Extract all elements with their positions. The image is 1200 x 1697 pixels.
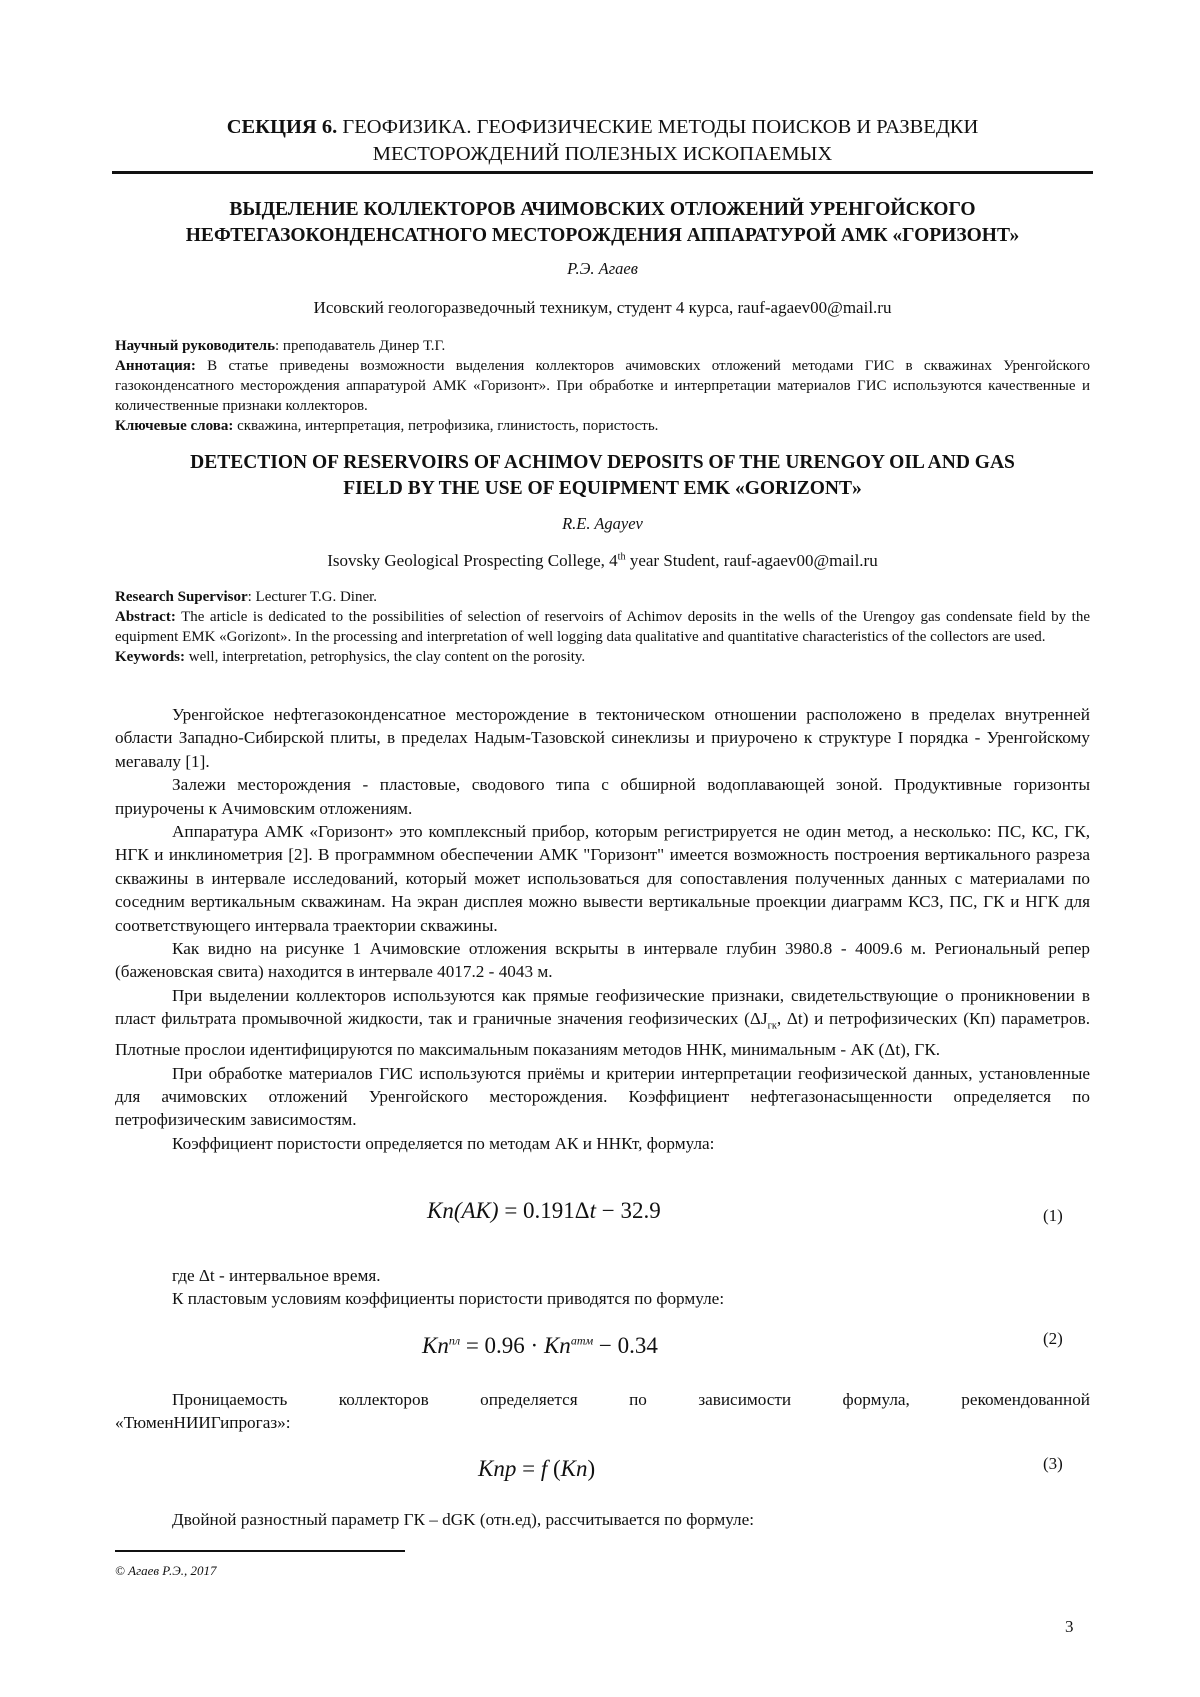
ru-keywords-label: Ключевые слова: [115,418,234,434]
formula-1-t: t [589,1198,596,1223]
ru-supervisor [115,336,1090,356]
formula-2-d: − 0.34 [593,1333,658,1358]
body-paragraph-1: Уренгойское нефтегазоконденсатное месторождение в тектоническом отношении расположено в пределах внутренней области Западно-Сибирской плиты, в пределах Надым-Тазовской синеклизы и приурочено к структуре I порядка - Уренгойскому мегавалу [1]. [115,705,1090,771]
formula-2-a: Kn [422,1333,449,1358]
en-abstract-text: The article is dedicated to the possibilities of selection of reservoirs of Achimov deposits in the wells of the Urengoy gas condensate field by the equipment EMK «Gorizont». In the processing and interpretation of well logging data qualitative and quantitative characteristics of the collectors are used. [115,609,1090,645]
en-keywords-text: well, interpretation, petrophysics, the clay content on the porosity. [185,649,586,665]
body-paragraph-10-a: Проницаемость коллекторов определяется по зависимости формула, рекомендованной [172,1390,1090,1409]
body-paragraph-5-b: , Δt) и петрофизических (Кп) параметров. Плотные прослои идентифицируются по максимальным показаниям методов ННК, минимальным - АК (Δt), ГК. [115,1009,1091,1060]
en-supervisor-label: Research Supervisor [115,589,248,605]
formula-1-arg: (AK) [453,1198,499,1223]
body-paragraph-4: Как видно на рисунке 1 Ачимовские отложения вскрыты в интервале глубин 3980.8 - 4009.6 м. Региональный репер (баженовская свита) находится в интервале 4017.2 - 4043 м. [115,939,1090,982]
ru-annotation [115,356,1090,416]
formula-3-d: ( [547,1456,561,1481]
body-text-2 [115,1264,1090,1311]
section-label: СЕКЦИЯ 6. [226,116,338,138]
formula-1 [427,1198,661,1224]
ru-meta [115,336,1090,436]
body-text [115,703,1090,1155]
header-rule [112,171,1093,174]
en-affiliation [115,551,1090,571]
page-number: 3 [1065,1617,1074,1636]
body-paragraph-9: К пластовым условиям коэффициенты пористости приводятся по формуле: [172,1289,725,1309]
ru-annotation-label: Аннотация: [115,358,196,374]
formula-1-lhs: Kn [427,1198,454,1223]
en-affiliation-pre: Isovsky Geological Prospecting College, 4 [327,551,618,570]
formula-1-rhs: = 0.191Δ [498,1198,590,1223]
formula-3-b: = [516,1456,541,1481]
formula-1-number: (1) [1043,1206,1063,1225]
ru-affiliation: Исовский геологоразведочный техникум, студент 4 курса, rauf-agaev00@mail.ru [313,298,892,317]
formula-2-c: Kn [543,1333,571,1358]
ru-author: Р.Э. Агаев [567,259,638,278]
ru-supervisor-value: : преподаватель Динер Т.Г. [275,338,446,354]
body-paragraph-11: Двойной разностный параметр ГК – dGK (отн.ед), рассчитывается по формуле: [172,1510,755,1529]
body-paragraph-8: где Δt - интервальное время. [172,1266,381,1285]
footnote-rule [115,1550,405,1552]
en-meta [115,587,1090,667]
en-affiliation-post: year Student, rauf-agaev00@mail.ru [625,551,878,570]
formula-3 [478,1456,595,1482]
en-abstract-label: Abstract: [115,609,176,625]
formula-2-sup1: пл [448,1333,461,1348]
en-affiliation-sup: th [617,551,626,563]
section-header-line1 [115,114,1090,141]
en-supervisor-value: : Lecturer T.G. Diner. [247,589,378,605]
en-keywords [115,647,1090,667]
formula-2 [422,1333,658,1359]
ru-title [115,197,1090,249]
ru-supervisor-label: Научный руководитель [115,338,275,354]
ru-title-line2: НЕФТЕГАЗОКОНДЕНСАТНОГО МЕСТОРОЖДЕНИЯ АППАРАТУРОЙ АМК «ГОРИЗОНТ» [185,225,1020,246]
footnote: © Агаев Р.Э., 2017 [115,1563,217,1578]
formula-3-c: f [540,1456,548,1481]
en-abstract [115,607,1090,647]
en-author: R.E. Agayev [562,514,643,533]
formula-2-b: = 0.96 · [460,1333,544,1358]
ru-keywords [115,416,1090,436]
en-title-line2: FIELD BY THE USE OF EQUIPMENT EMK «GORIZONT» [343,478,862,499]
formula-3-a: Knp [478,1456,517,1481]
body-paragraph-10 [115,1388,1090,1435]
formula-2-number: (2) [1043,1329,1063,1348]
en-supervisor [115,587,1090,607]
formula-3-number: (3) [1043,1454,1063,1473]
section-title-line1: ГЕОФИЗИКА. ГЕОФИЗИЧЕСКИЕ МЕТОДЫ ПОИСКОВ И РАЗВЕДКИ [342,116,979,138]
ru-title-line1: ВЫДЕЛЕНИЕ КОЛЛЕКТОРОВ АЧИМОВСКИХ ОТЛОЖЕНИЙ УРЕНГОЙСКОГО [229,199,976,220]
section-title-line2: МЕСТОРОЖДЕНИЙ ПОЛЕЗНЫХ ИСКОПАЕМЫХ [372,143,833,165]
body-paragraph-5 [115,984,1090,1062]
body-paragraph-3: Аппаратура АМК «Горизонт» это комплексный прибор, которым регистрируется не один метод, а несколько: ПС, КС, ГК, НГК и инклинометрия [2]. В программном обеспечении АМК "Горизонт" имеется возможность построения вертикального разреза скважины в интервале исследований, который может использоваться для сопоставления полученных данных с материалами по соседним вертикальным скважинам. На экран дисплея можно вывести вертикальные проекции диаграмм КСЗ, ПС, ГК и НГК для соответствующего интервала траектории скважины. [115,822,1090,935]
formula-3-e: Kn [560,1456,588,1481]
en-title [115,450,1090,502]
ru-keywords-text: скважина, интерпретация, петрофизика, глинистость, пористость. [233,418,659,434]
en-keywords-label: Keywords: [115,649,185,665]
body-paragraph-7: Коэффициент пористости определяется по методам АК и ННКт, формула: [172,1133,715,1153]
body-paragraph-5-a: При выделении коллекторов используются как прямые геофизические признаки, свидетельствующие о проникновении в пласт фильтрата промывочной жидкости, так и граничные значения геофизических (ΔJ [115,985,1090,1029]
ru-annotation-text: В статье приведены возможности выделения коллекторов ачимовских отложений методами ГИС в скважинах Уренгойского газоконденсатного месторождения аппаратурой АМК «Горизонт». При обработке и интерпретации материалов ГИС используются качественные и количественные признаки коллекторов. [115,358,1090,414]
en-title-line1: DETECTION OF RESERVOIRS OF ACHIMOV DEPOSITS OF THE URENGOY OIL AND GAS [190,452,1015,473]
section-header [115,114,1090,168]
body-paragraph-6: При обработке материалов ГИС используются приёмы и критерии интерпретации геофизической данных, установленные для ачимовских отложений Уренгойского месторождения. Коэффициент нефтегазонасыщенности определяется по петрофизическим зависимостям. [115,1063,1090,1130]
formula-3-f: ) [587,1456,596,1481]
body-paragraph-5-sub: гк [767,1020,777,1032]
formula-2-sup2: атм [570,1333,594,1348]
body-paragraph-10-b: «ТюменНИИГипрогаз»: [115,1413,291,1433]
formula-1-tail: − 32.9 [595,1198,661,1223]
body-paragraph-2: Залежи месторождения - пластовые, сводового типа с обширной водоплавающей зоной. Продуктивные горизонты приурочены к Ачимовским отложениям. [115,775,1090,818]
